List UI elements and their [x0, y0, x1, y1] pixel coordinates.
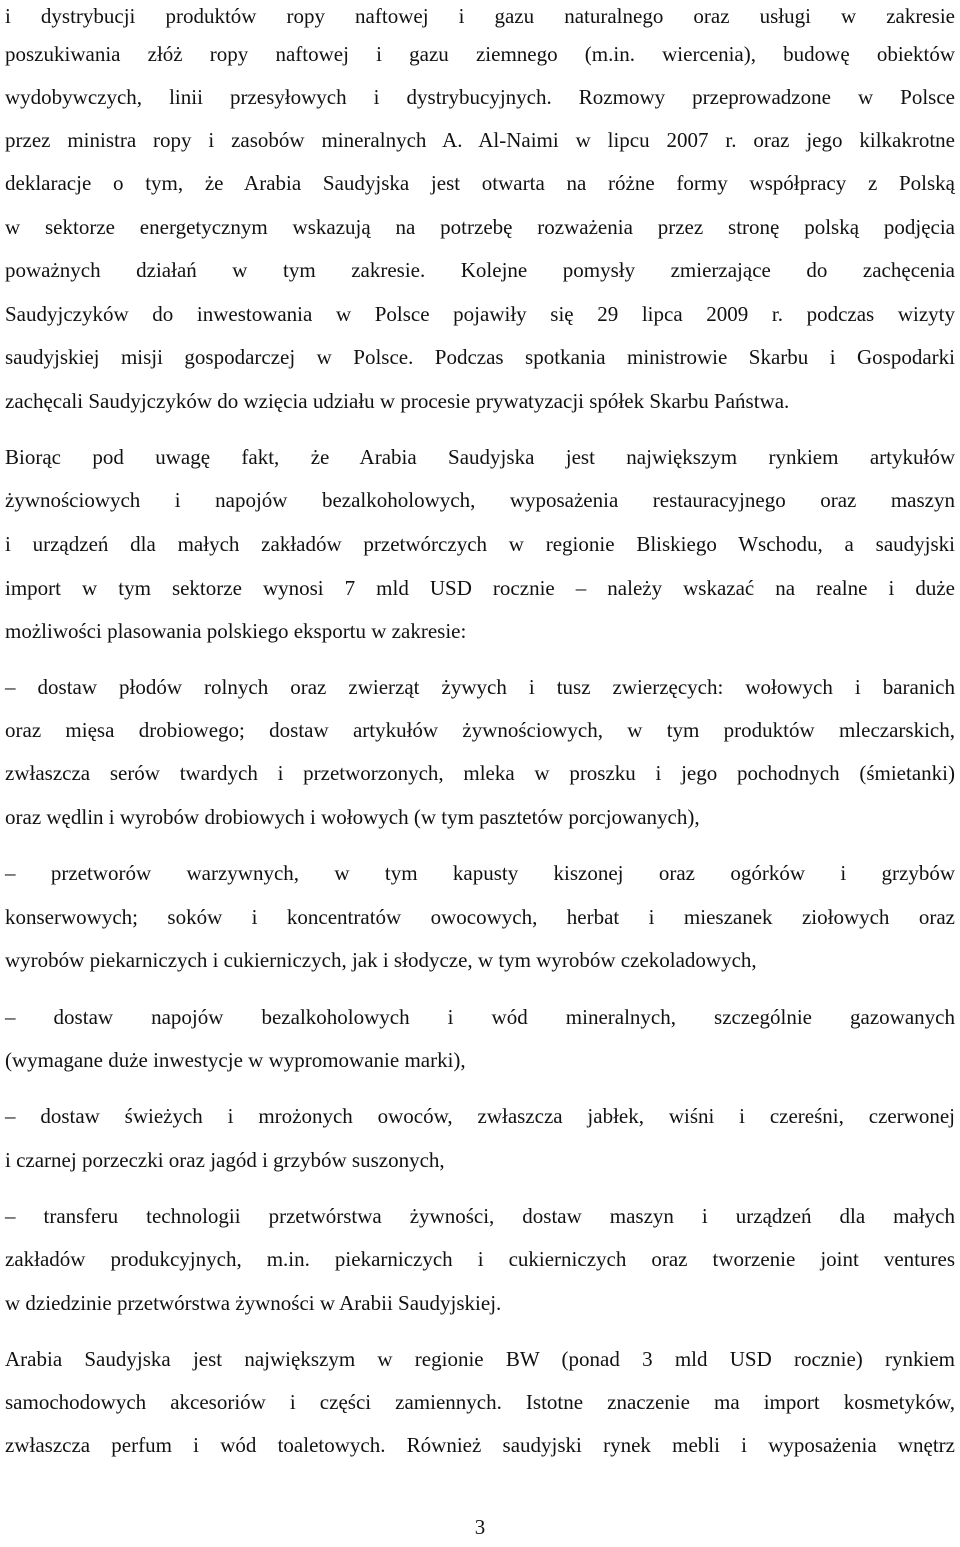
text-line: (wymagane duże inwestycje w wypromowanie marki),: [5, 1048, 466, 1072]
list-item-line: – przetworów warzywnych, w tym kapusty kiszonej oraz ogórków i grzybów: [5, 861, 955, 885]
text-line: oraz mięsa drobiowego; dostaw artykułów żywnościowych, w tym produktów mleczarskich,: [5, 718, 955, 742]
text-line: zachęcali Saudyjczyków do wzięcia udziału w procesie prywatyzacji spółek Skarbu Państwa.: [5, 389, 790, 413]
text-line: przez ministra ropy i zasobów mineralnych A. Al-Naimi w lipcu 2007 r. oraz jego kilkakrotne: [5, 128, 955, 152]
text-line: i czarnej porzeczki oraz jagód i grzybów suszonych,: [5, 1148, 445, 1172]
page-number: 3: [474, 1515, 486, 1539]
list-item-line: – transferu technologii przetwórstwa żywności, dostaw maszyn i urządzeń dla małych: [5, 1204, 955, 1228]
text-line: konserwowych; soków i koncentratów owocowych, herbat i mieszanek ziołowych oraz: [5, 905, 955, 929]
text-line: poszukiwania złóż ropy naftowej i gazu ziemnego (m.in. wiercenia), budowę obiektów: [5, 42, 955, 66]
text-line: zwłaszcza serów twardych i przetworzonych, mleka w proszku i jego pochodnych (śmietanki): [5, 761, 955, 785]
text-line: możliwości plasowania polskiego eksportu w zakresie:: [5, 619, 467, 643]
list-item-line: – dostaw świeżych i mrożonych owoców, zwłaszcza jabłek, wiśni i czereśni, czerwonej: [5, 1104, 955, 1128]
text-line: i dystrybucji produktów ropy naftowej i gazu naturalnego oraz usługi w zakresie: [5, 4, 955, 28]
text-line: deklaracje o tym, że Arabia Saudyjska jest otwarta na różne formy współpracy z Polską: [5, 171, 955, 195]
document-page: [5, 0, 955, 1537]
text-line: zakładów produkcyjnych, m.in. piekarniczych i cukierniczych oraz tworzenie joint ventures: [5, 1247, 955, 1271]
text-line: wydobywczych, linii przesyłowych i dystrybucyjnych. Rozmowy przeprowadzone w Polsce: [5, 85, 955, 109]
text-line: zwłaszcza perfum i wód toaletowych. Również saudyjski rynek mebli i wyposażenia wnętrz: [5, 1433, 955, 1457]
text-line: import w tym sektorze wynosi 7 mld USD rocznie – należy wskazać na realne i duże: [5, 576, 955, 600]
text-line: samochodowych akcesoriów i części zamiennych. Istotne znaczenie ma import kosmetyków,: [5, 1390, 955, 1414]
text-line: w sektorze energetycznym wskazują na potrzebę rozważenia przez stronę polską podjęcia: [5, 215, 955, 239]
text-line: Biorąc pod uwagę fakt, że Arabia Saudyjska jest największym rynkiem artykułów: [5, 445, 955, 469]
text-line: saudyjskiej misji gospodarczej w Polsce. Podczas spotkania ministrowie Skarbu i Gospodarki: [5, 345, 955, 369]
text-line: i urządzeń dla małych zakładów przetwórczych w regionie Bliskiego Wschodu, a saudyjski: [5, 532, 955, 556]
text-line: żywnościowych i napojów bezalkoholowych, wyposażenia restauracyjnego oraz maszyn: [5, 488, 955, 512]
text-line: Arabia Saudyjska jest największym w regionie BW (ponad 3 mld USD rocznie) rynkiem: [5, 1347, 955, 1371]
text-line: poważnych działań w tym zakresie. Kolejne pomysły zmierzające do zachęcenia: [5, 258, 955, 282]
text-line: oraz wędlin i wyrobów drobiowych i wołowych (w tym pasztetów porcjowanych),: [5, 805, 700, 829]
list-item-line: – dostaw płodów rolnych oraz zwierząt żywych i tusz zwierzęcych: wołowych i baranich: [5, 675, 955, 699]
list-item-line: – dostaw napojów bezalkoholowych i wód mineralnych, szczególnie gazowanych: [5, 1005, 955, 1029]
text-line: wyrobów piekarniczych i cukierniczych, jak i słodycze, w tym wyrobów czekoladowych,: [5, 948, 757, 972]
text-line: w dziedzinie przetwórstwa żywności w Arabii Saudyjskiej.: [5, 1291, 502, 1315]
text-line: Saudyjczyków do inwestowania w Polsce pojawiły się 29 lipca 2009 r. podczas wizyty: [5, 302, 955, 326]
